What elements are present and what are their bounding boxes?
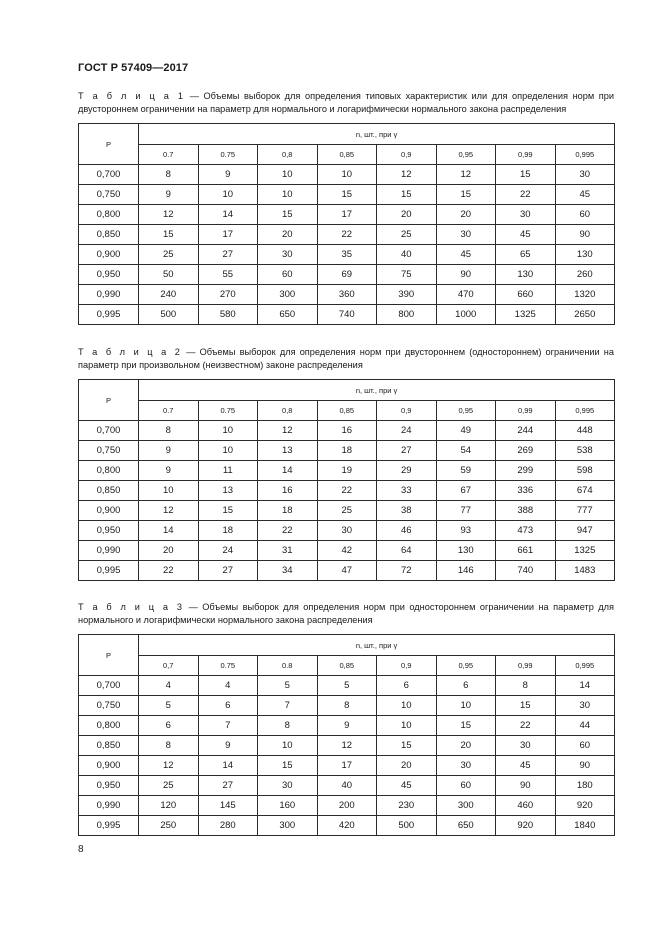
table-3 [78, 634, 615, 836]
value-cell: 8 [317, 696, 377, 716]
p-cell: 0,750 [79, 696, 139, 716]
value-cell: 90 [555, 756, 615, 776]
value-cell: 15 [496, 696, 556, 716]
value-cell: 25 [317, 501, 377, 521]
value-cell: 5 [317, 676, 377, 696]
value-cell: 420 [317, 816, 377, 836]
value-cell: 47 [317, 561, 377, 581]
p-cell: 0,850 [79, 736, 139, 756]
value-cell: 10 [317, 165, 377, 185]
value-cell: 90 [436, 265, 496, 285]
value-cell: 17 [198, 225, 258, 245]
table-row [79, 716, 615, 736]
value-cell: 15 [436, 185, 496, 205]
value-cell: 740 [317, 305, 377, 325]
value-cell: 50 [139, 265, 199, 285]
value-cell: 15 [377, 185, 437, 205]
p-cell: 0,900 [79, 245, 139, 265]
table-2-label: Т а б л и ц а 2 [78, 347, 183, 357]
value-cell: 17 [317, 205, 377, 225]
value-cell: 60 [555, 736, 615, 756]
gamma-header: 0,9 [377, 401, 437, 421]
value-cell: 13 [258, 441, 318, 461]
p-cell: 0,950 [79, 265, 139, 285]
p-cell: 0,700 [79, 165, 139, 185]
table-row [79, 676, 615, 696]
gamma-header: 0,8 [258, 145, 318, 165]
p-cell: 0,850 [79, 225, 139, 245]
value-cell: 270 [198, 285, 258, 305]
gamma-header: 0,99 [496, 401, 556, 421]
value-cell: 25 [139, 776, 199, 796]
gamma-header: 0,85 [317, 145, 377, 165]
value-cell: 42 [317, 541, 377, 561]
value-cell: 120 [139, 796, 199, 816]
value-cell: 160 [258, 796, 318, 816]
value-cell: 299 [496, 461, 556, 481]
value-cell: 500 [139, 305, 199, 325]
value-cell: 180 [555, 776, 615, 796]
value-cell: 6 [436, 676, 496, 696]
value-cell: 8 [139, 421, 199, 441]
value-cell: 14 [555, 676, 615, 696]
table-row [79, 461, 615, 481]
p-cell: 0,750 [79, 441, 139, 461]
value-cell: 920 [496, 816, 556, 836]
value-cell: 6 [139, 716, 199, 736]
table-row [79, 561, 615, 581]
value-cell: 1840 [555, 816, 615, 836]
value-cell: 448 [555, 421, 615, 441]
value-cell: 22 [496, 185, 556, 205]
p-cell: 0,990 [79, 285, 139, 305]
value-cell: 60 [555, 205, 615, 225]
table-row [79, 441, 615, 461]
value-cell: 10 [377, 716, 437, 736]
value-cell: 60 [436, 776, 496, 796]
value-cell: 75 [377, 265, 437, 285]
gamma-header: 0,9 [377, 656, 437, 676]
p-cell: 0,900 [79, 501, 139, 521]
table-3-caption [78, 601, 614, 626]
gamma-header: 0,9 [377, 145, 437, 165]
gamma-header: 0,7 [139, 656, 199, 676]
p-cell: 0,750 [79, 185, 139, 205]
table-row [79, 756, 615, 776]
value-cell: 38 [377, 501, 437, 521]
value-cell: 30 [436, 225, 496, 245]
table-row [79, 776, 615, 796]
value-cell: 20 [436, 736, 496, 756]
value-cell: 16 [317, 421, 377, 441]
p-cell: 0,800 [79, 716, 139, 736]
value-cell: 9 [198, 736, 258, 756]
value-cell: 4 [139, 676, 199, 696]
table-2-caption-text: — Объемы выборок для определения норм при двустороннем (одностороннем) ограничении на параметр при произвольном (неизвестном) законе распределения [78, 347, 614, 370]
value-cell: 740 [496, 561, 556, 581]
value-cell: 6 [377, 676, 437, 696]
value-cell: 674 [555, 481, 615, 501]
value-cell: 14 [258, 461, 318, 481]
gamma-header: 0.75 [198, 656, 258, 676]
value-cell: 19 [317, 461, 377, 481]
value-cell: 5 [258, 676, 318, 696]
table-1-label: Т а б л и ц а 1 [78, 91, 186, 101]
value-cell: 15 [436, 716, 496, 736]
table-row [79, 421, 615, 441]
value-cell: 54 [436, 441, 496, 461]
value-cell: 240 [139, 285, 199, 305]
gamma-header: 0,8 [258, 401, 318, 421]
value-cell: 650 [436, 816, 496, 836]
value-cell: 40 [317, 776, 377, 796]
value-cell: 12 [139, 756, 199, 776]
value-cell: 12 [258, 421, 318, 441]
value-cell: 390 [377, 285, 437, 305]
value-cell: 30 [436, 756, 496, 776]
value-cell: 30 [555, 165, 615, 185]
value-cell: 947 [555, 521, 615, 541]
value-cell: 44 [555, 716, 615, 736]
value-cell: 64 [377, 541, 437, 561]
value-cell: 12 [317, 736, 377, 756]
value-cell: 18 [198, 521, 258, 541]
row-header-p: P [79, 124, 139, 165]
value-cell: 9 [139, 461, 199, 481]
value-cell: 15 [198, 501, 258, 521]
p-cell: 0,990 [79, 541, 139, 561]
table-row [79, 205, 615, 225]
value-cell: 20 [139, 541, 199, 561]
value-cell: 1320 [555, 285, 615, 305]
gamma-header: 0.7 [139, 145, 199, 165]
p-cell: 0,900 [79, 756, 139, 776]
table-row [79, 185, 615, 205]
gamma-header: 0,995 [555, 656, 615, 676]
value-cell: 72 [377, 561, 437, 581]
group-header: n, шт., при γ [139, 380, 615, 401]
table-1-caption-text: — Объемы выборок для определения типовых характеристик или для определения норм при двустороннем ограничении на параметр для нормального и логарифмически нормального закона распределения [78, 91, 614, 114]
value-cell: 22 [317, 481, 377, 501]
value-cell: 8 [258, 716, 318, 736]
value-cell: 800 [377, 305, 437, 325]
value-cell: 27 [198, 561, 258, 581]
value-cell: 473 [496, 521, 556, 541]
value-cell: 30 [258, 245, 318, 265]
table-row [79, 285, 615, 305]
value-cell: 10 [258, 165, 318, 185]
value-cell: 10 [258, 185, 318, 205]
value-cell: 10 [198, 441, 258, 461]
value-cell: 14 [139, 521, 199, 541]
value-cell: 15 [258, 205, 318, 225]
value-cell: 30 [258, 776, 318, 796]
value-cell: 8 [139, 736, 199, 756]
value-cell: 10 [377, 696, 437, 716]
value-cell: 4 [198, 676, 258, 696]
p-cell: 0,800 [79, 205, 139, 225]
value-cell: 20 [258, 225, 318, 245]
value-cell: 15 [496, 165, 556, 185]
value-cell: 45 [555, 185, 615, 205]
group-header: n, шт., при γ [139, 124, 615, 145]
value-cell: 244 [496, 421, 556, 441]
value-cell: 30 [555, 696, 615, 716]
value-cell: 145 [198, 796, 258, 816]
table-row [79, 265, 615, 285]
p-cell: 0,995 [79, 816, 139, 836]
table-row [79, 796, 615, 816]
value-cell: 336 [496, 481, 556, 501]
value-cell: 146 [436, 561, 496, 581]
value-cell: 10 [436, 696, 496, 716]
value-cell: 13 [198, 481, 258, 501]
value-cell: 90 [496, 776, 556, 796]
value-cell: 580 [198, 305, 258, 325]
value-cell: 20 [436, 205, 496, 225]
value-cell: 15 [139, 225, 199, 245]
value-cell: 200 [317, 796, 377, 816]
table-3-label: Т а б л и ц а 3 [78, 602, 185, 612]
row-header-p: P [79, 380, 139, 421]
p-cell: 0,700 [79, 421, 139, 441]
value-cell: 300 [258, 285, 318, 305]
value-cell: 12 [139, 205, 199, 225]
value-cell: 16 [258, 481, 318, 501]
table-2-caption [78, 346, 614, 371]
p-cell: 0,800 [79, 461, 139, 481]
value-cell: 460 [496, 796, 556, 816]
table-row [79, 225, 615, 245]
value-cell: 1325 [496, 305, 556, 325]
value-cell: 260 [555, 265, 615, 285]
value-cell: 14 [198, 756, 258, 776]
value-cell: 49 [436, 421, 496, 441]
value-cell: 661 [496, 541, 556, 561]
value-cell: 15 [258, 756, 318, 776]
value-cell: 67 [436, 481, 496, 501]
table-2 [78, 379, 615, 581]
value-cell: 1000 [436, 305, 496, 325]
value-cell: 35 [317, 245, 377, 265]
value-cell: 15 [317, 185, 377, 205]
value-cell: 1325 [555, 541, 615, 561]
table-row [79, 736, 615, 756]
value-cell: 30 [496, 736, 556, 756]
value-cell: 470 [436, 285, 496, 305]
gamma-header: 0,995 [555, 145, 615, 165]
gamma-header: 0,995 [555, 401, 615, 421]
value-cell: 93 [436, 521, 496, 541]
value-cell: 300 [258, 816, 318, 836]
table-row [79, 501, 615, 521]
value-cell: 538 [555, 441, 615, 461]
table-row [79, 165, 615, 185]
value-cell: 45 [496, 756, 556, 776]
table-row [79, 521, 615, 541]
value-cell: 2650 [555, 305, 615, 325]
value-cell: 12 [377, 165, 437, 185]
gamma-header: 0,95 [436, 656, 496, 676]
gamma-header: 0.75 [198, 145, 258, 165]
value-cell: 10 [198, 421, 258, 441]
p-cell: 0,995 [79, 561, 139, 581]
gamma-header: 0,95 [436, 401, 496, 421]
value-cell: 660 [496, 285, 556, 305]
value-cell: 20 [377, 205, 437, 225]
value-cell: 130 [555, 245, 615, 265]
value-cell: 269 [496, 441, 556, 461]
p-cell: 0,850 [79, 481, 139, 501]
value-cell: 60 [258, 265, 318, 285]
value-cell: 30 [496, 205, 556, 225]
value-cell: 5 [139, 696, 199, 716]
value-cell: 22 [496, 716, 556, 736]
table-row [79, 696, 615, 716]
value-cell: 65 [496, 245, 556, 265]
value-cell: 45 [377, 776, 437, 796]
p-cell: 0,990 [79, 796, 139, 816]
group-header: n, шт., при γ [139, 635, 615, 656]
value-cell: 12 [139, 501, 199, 521]
value-cell: 130 [496, 265, 556, 285]
p-cell: 0,950 [79, 776, 139, 796]
value-cell: 25 [139, 245, 199, 265]
value-cell: 11 [198, 461, 258, 481]
value-cell: 30 [317, 521, 377, 541]
page-number: 8 [78, 844, 84, 855]
value-cell: 45 [496, 225, 556, 245]
value-cell: 18 [317, 441, 377, 461]
p-cell: 0,950 [79, 521, 139, 541]
gamma-header: 0.8 [258, 656, 318, 676]
table-1-caption [78, 90, 614, 115]
table-row [79, 305, 615, 325]
value-cell: 25 [377, 225, 437, 245]
gamma-header: 0,85 [317, 401, 377, 421]
value-cell: 7 [258, 696, 318, 716]
value-cell: 27 [377, 441, 437, 461]
value-cell: 7 [198, 716, 258, 736]
value-cell: 18 [258, 501, 318, 521]
value-cell: 34 [258, 561, 318, 581]
value-cell: 12 [436, 165, 496, 185]
value-cell: 90 [555, 225, 615, 245]
value-cell: 20 [377, 756, 437, 776]
value-cell: 31 [258, 541, 318, 561]
value-cell: 1483 [555, 561, 615, 581]
value-cell: 15 [377, 736, 437, 756]
value-cell: 10 [139, 481, 199, 501]
value-cell: 24 [377, 421, 437, 441]
value-cell: 250 [139, 816, 199, 836]
table-row [79, 481, 615, 501]
row-header-p: P [79, 635, 139, 676]
table-row [79, 541, 615, 561]
gamma-header: 0,99 [496, 656, 556, 676]
value-cell: 388 [496, 501, 556, 521]
value-cell: 9 [139, 441, 199, 461]
value-cell: 500 [377, 816, 437, 836]
document-header: ГОСТ Р 57409—2017 [78, 62, 189, 74]
gamma-header: 0,85 [317, 656, 377, 676]
value-cell: 77 [436, 501, 496, 521]
value-cell: 22 [317, 225, 377, 245]
gamma-header: 0.7 [139, 401, 199, 421]
value-cell: 10 [258, 736, 318, 756]
p-cell: 0,700 [79, 676, 139, 696]
value-cell: 598 [555, 461, 615, 481]
value-cell: 17 [317, 756, 377, 776]
value-cell: 69 [317, 265, 377, 285]
value-cell: 29 [377, 461, 437, 481]
table-row [79, 816, 615, 836]
value-cell: 8 [139, 165, 199, 185]
value-cell: 59 [436, 461, 496, 481]
value-cell: 9 [198, 165, 258, 185]
value-cell: 22 [258, 521, 318, 541]
value-cell: 920 [555, 796, 615, 816]
value-cell: 10 [198, 185, 258, 205]
gamma-header: 0,95 [436, 145, 496, 165]
value-cell: 360 [317, 285, 377, 305]
value-cell: 8 [496, 676, 556, 696]
gamma-header: 0.75 [198, 401, 258, 421]
value-cell: 33 [377, 481, 437, 501]
value-cell: 45 [436, 245, 496, 265]
value-cell: 24 [198, 541, 258, 561]
table-row [79, 245, 615, 265]
value-cell: 230 [377, 796, 437, 816]
value-cell: 40 [377, 245, 437, 265]
value-cell: 130 [436, 541, 496, 561]
value-cell: 9 [317, 716, 377, 736]
value-cell: 55 [198, 265, 258, 285]
value-cell: 14 [198, 205, 258, 225]
table-1 [78, 123, 615, 325]
value-cell: 280 [198, 816, 258, 836]
value-cell: 46 [377, 521, 437, 541]
value-cell: 6 [198, 696, 258, 716]
value-cell: 300 [436, 796, 496, 816]
value-cell: 650 [258, 305, 318, 325]
value-cell: 27 [198, 776, 258, 796]
gamma-header: 0,99 [496, 145, 556, 165]
p-cell: 0,995 [79, 305, 139, 325]
value-cell: 22 [139, 561, 199, 581]
table-3-caption-text: — Объемы выборок для определения норм при одностороннем ограничении на параметр для нормального и логарифмически нормального закона распределения [78, 602, 615, 625]
value-cell: 9 [139, 185, 199, 205]
value-cell: 777 [555, 501, 615, 521]
value-cell: 27 [198, 245, 258, 265]
